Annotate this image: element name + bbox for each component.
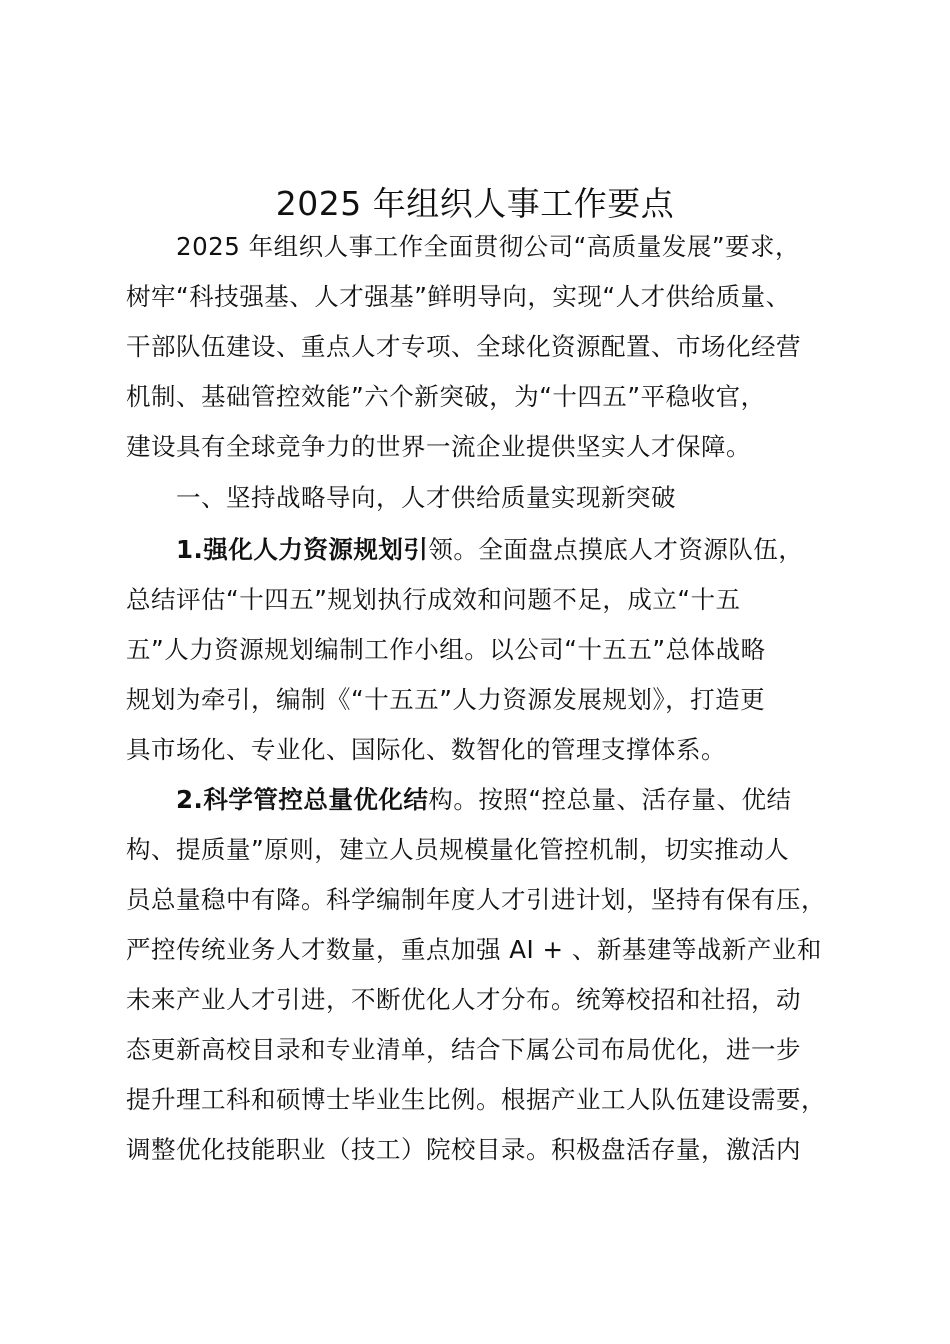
paragraph-line: 建设具有全球竞争力的世界一流企业提供坚实人才保障。 (126, 432, 751, 461)
section-heading: 一、坚持战略导向，人才供给质量实现新突破 (176, 483, 676, 512)
paragraph-line: 规划为牵引，编制《“十五五”人力资源发展规划》，打造更 (126, 685, 766, 714)
paragraph-line: 态更新高校目录和专业清单，结合下属公司布局优化，进一步 (126, 1035, 801, 1064)
paragraph-line: 未来产业人才引进，不断优化人才分布。统筹校招和社招，动 (126, 985, 801, 1014)
paragraph-line: 提升理工科和硕博士毕业生比例。根据产业工人队伍建设需要， (126, 1085, 826, 1114)
paragraph-line: 机制、基础管控效能”六个新突破，为“十四五”平稳收官， (126, 382, 766, 411)
item-text: 构。按照“控总量、活存量、优结 (428, 785, 792, 814)
item-text: 领。全面盘点摸底人才资源队伍， (428, 535, 804, 564)
paragraph-line: 2025 年组织人事工作全面贯彻公司“高质量发展”要求， (176, 232, 801, 261)
paragraph-line: 树牢“科技强基、人才强基”鲜明导向，实现“人才供给质量、 (126, 282, 791, 311)
paragraph-line: 总结评估“十四五”规划执行成效和问题不足，成立“十五 (126, 585, 741, 614)
paragraph-line: 构、提质量”原则，建立人员规模量化管控机制，切实推动人 (126, 835, 790, 864)
paragraph-line: 具市场化、专业化、国际化、数智化的管理支撑体系。 (126, 735, 726, 764)
paragraph-line: 员总量稳中有降。科学编制年度人才引进计划，坚持有保有压， (126, 885, 826, 914)
paragraph-line: 严控传统业务人才数量，重点加强 AI + 、新基建等战新产业和 (126, 935, 822, 964)
page-title: 2025 年组织人事工作要点 (275, 184, 675, 223)
paragraph-line: 干部队伍建设、重点人才专项、全球化资源配置、市场化经营 (126, 332, 801, 361)
paragraph-line (176, 783, 792, 817)
paragraph-line: 五”人力资源规划编制工作小组。以公司“十五五”总体战略 (126, 635, 766, 664)
item-lead: 2.科学管控总量优化结 (176, 785, 429, 814)
item-lead: 1.强化人力资源规划引 (176, 535, 429, 564)
paragraph-line (176, 533, 803, 567)
paragraph-line: 调整优化技能职业（技工）院校目录。积极盘活存量，激活内 (126, 1135, 801, 1164)
